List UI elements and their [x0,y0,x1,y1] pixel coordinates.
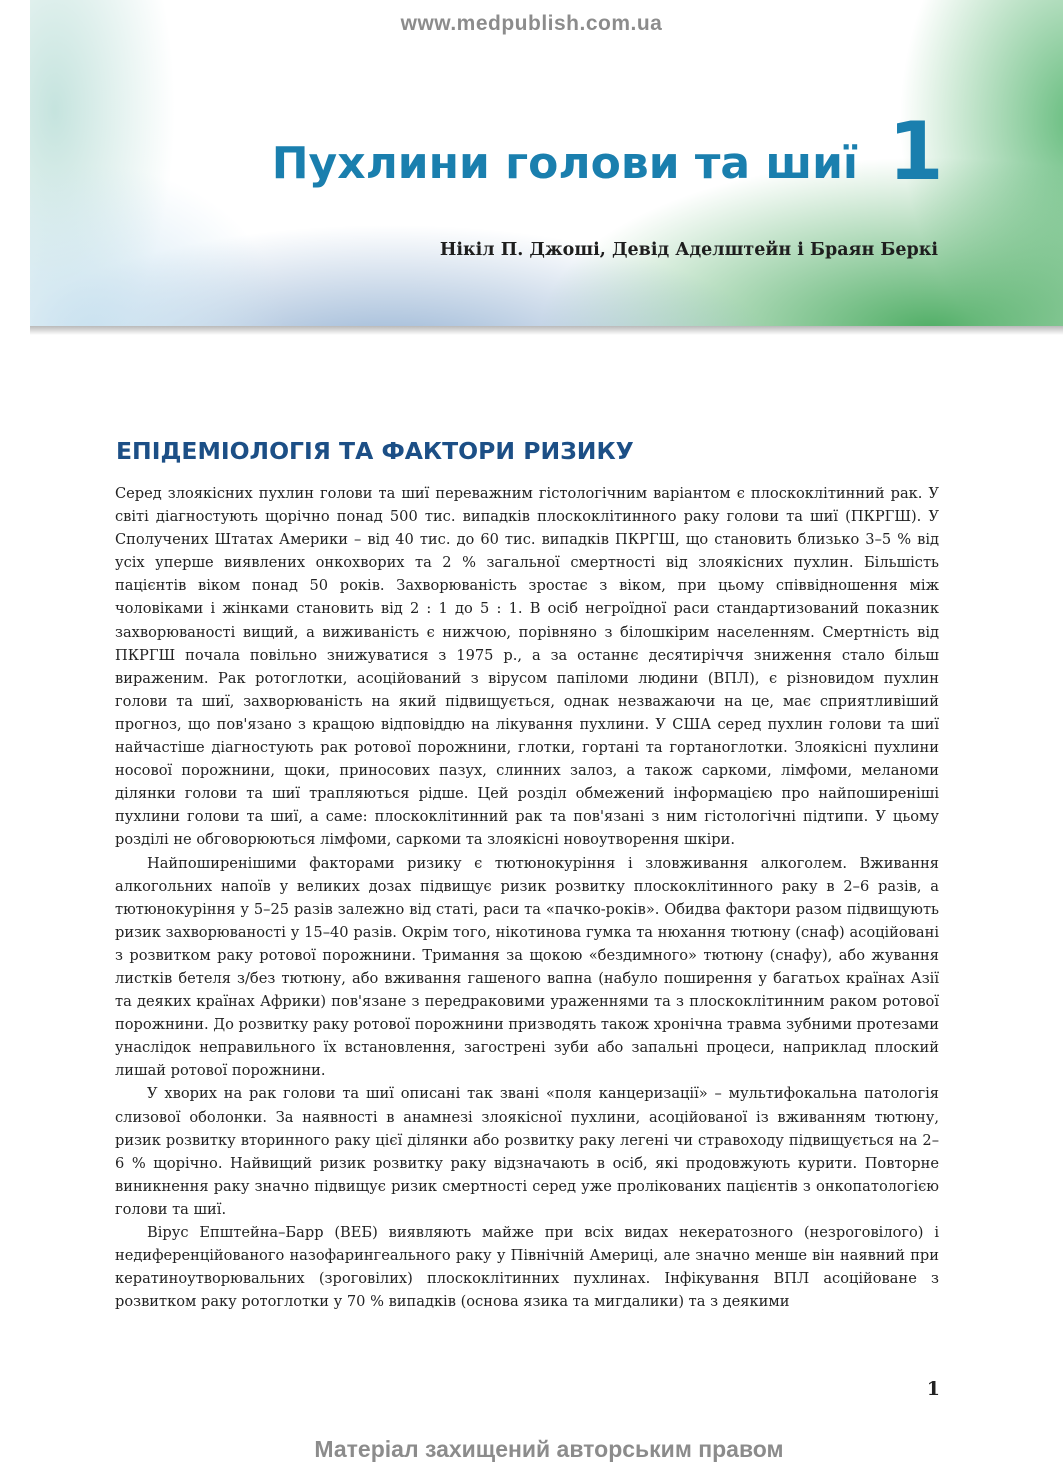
site-url: www.medpublish.com.ua [400,12,663,35]
body-text [115,482,939,1313]
page-number: 1 [926,1378,940,1400]
paragraph: Вірус Епштейна–Барр (ВЕБ) виявляють майже при всіх видах некератозного (незроговілого) і недиференційованого назофарингеального раку у Північній Америці, але значно менше він наявний при кератиноутворювальних (зроговілих) плоскоклітинних пухлинах. Інфікування ВПЛ асоційоване з розвитком раку ротоглотки у 70 % випадків (основа язика та мигдалики) та з деякими [115,1224,939,1311]
paragraph: Серед злоякісних пухлин голови та шиї переважним гістологічним варіантом є плоскоклітинний рак. У світі діагностують щорічно понад 500 тис. випадків плоскоклітинного раку голови та шиї (ПКРГШ). У Сполучених Штатах Америки – від 40 тис. до 60 тис. випадків ПКРГШ, що становить близько 3–5 % від усіх уперше виявлених онкохворих та 2 % загальної смертності від злоякісних пухлин. Більшість пацієнтів віком понад 50 років. Захворюваність зростає з віком, при цьому співвідношення між чоловіками і жінками становить від 2 : 1 до 5 : 1. В осіб негроїдної раси стандартизований показник захворюваності вищий, а виживаність є нижчою, порівняно з білошкірим населенням. Смертність від ПКРГШ почала повільно знижуватися з 1975 р., а за останнє десятиріччя зниження стало більш вираженим. Рак ротоглотки, асоційований з вірусом папіломи людини (ВПЛ), є різновидом пухлин голови та шиї, захворюваність на який підвищується, однак незважаючи на це, має сприятливіший прогноз, що пов'язано з кращою відповіддю на лікування пухлини. У США серед пухлин голови та шиї найчастіше діагностують рак ротової порожнини, глотки, гортані та гортаноглотки. Злоякісні пухлини носової порожнини, щоки, приносових пазух, слинних залоз, а також саркоми, лімфоми, меланоми ділянки голови та шиї трапляються рідше. Цей розділ обмежений інформацією про найпоширеніші пухлини голови та шиї, а саме: плоскоклітинний рак та пов'язані з ним гістологічні підтипи. У цьому розділі не обговорюються лімфоми, саркоми та злоякісні новоутворення шкіри. [115,485,939,849]
banner-shadow [30,326,1063,335]
chapter-title: Пухлини голови та шиї [271,138,858,189]
paragraph: Найпоширенішими факторами ризику є тютюнокуріння і зловживання алкоголем. Вживання алкогольних напоїв у великих дозах підвищує ризик розвитку плоскоклітинного раку в 2–6 разів, а тютюнокуріння у 5–25 разів залежно від статі, раси та «пачко-років». Обидва фактори разом підвищують ризик захворюваності у 15–40 разів. Окрім того, нікотинова гумка та нюхання тютюну (снаф) асоційовані з розвитком раку ротової порожнини. Тримання за щокою «бездимного» тютюну (снафу), або жування листків бетеля з/без тютюну, або вживання гашеного вапна (набуло поширення у багатьох країнах Азії та деяких країнах Африки) пов'язане з передраковими ураженнями та з плоскоклітинним раком ротової порожнини. До розвитку раку ротової порожнини призводять також хронічна травма зубними протезами унаслідок неправильного їх встановлення, загострені зуби або запальні процеси, наприклад плоский лишай ротової порожнини. [115,854,939,1080]
paragraph: У хворих на рак голови та шиї описані так звані «поля канцеризації» – мультифокальна патологія слизової оболонки. За наявності в анамнезі злоякісної пухлини, асоційованої із вживанням тютюну, ризик розвитку вторинного раку цієї ділянки або розвитку раку легені чи стравоходу підвищується на 2–6 % щорічно. Найвищий ризик розвитку раку відзначають в осіб, які продовжують курити. Повторне виникнення раку значно підвищує ризик смертності серед уже пролікованих пацієнтів з онкопатологією голови та шиї. [115,1085,939,1218]
section-heading: ЕПІДЕМІОЛОГІЯ ТА ФАКТОРИ РИЗИКУ [116,437,634,465]
chapter-authors: Нікіл П. Джоші, Девід Аделштейн і Браян Беркі [439,240,938,260]
chapter-number: 1 [888,105,944,198]
copyright-notice: Матеріал захищений авторським правом [314,1436,784,1462]
